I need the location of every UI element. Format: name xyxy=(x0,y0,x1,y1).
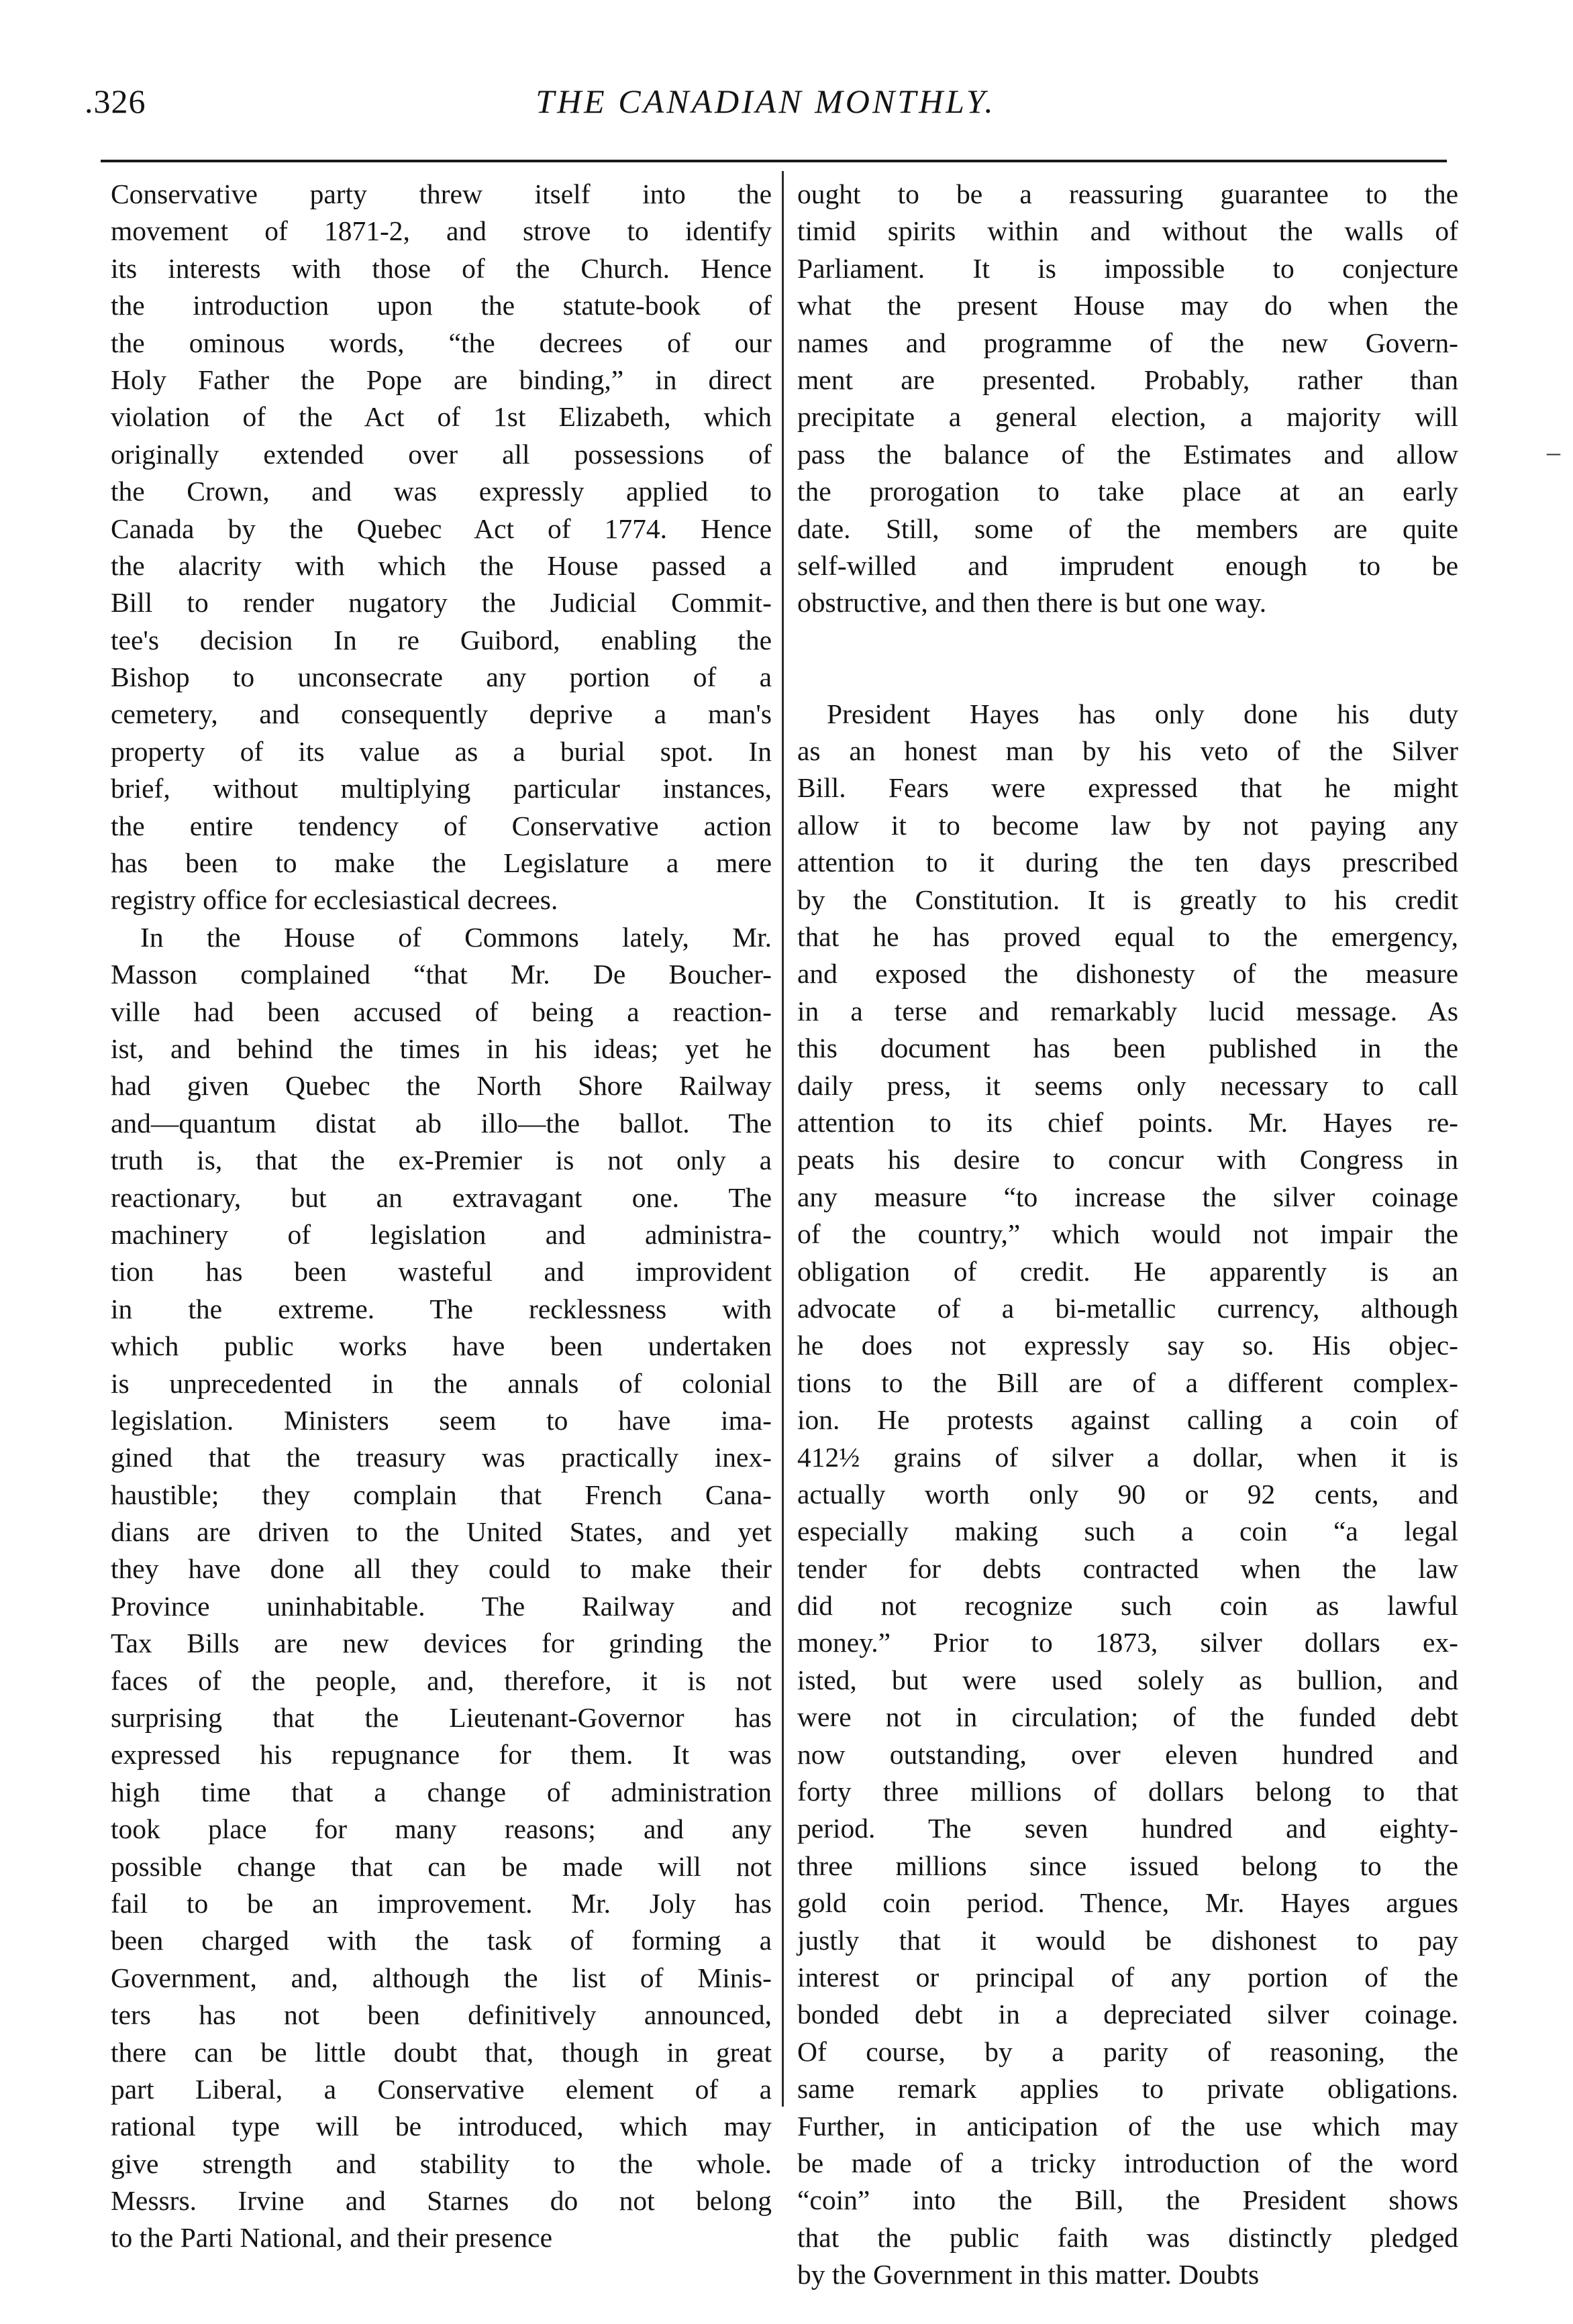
text-line: self-willed and imprudent enough to be xyxy=(797,549,1458,581)
text-line: tions to the Bill are of a different complex- xyxy=(797,1367,1458,1398)
text-line: bonded debt in a depreciated silver coinage. xyxy=(797,1999,1458,2030)
text-line: registry office for ecclesiastical decrees. xyxy=(111,884,558,916)
text-line: attention to it during the ten days prescribed xyxy=(797,847,1458,878)
column-divider xyxy=(782,171,784,2107)
text-line: in the extreme. The recklessness with xyxy=(111,1293,772,1324)
text-line: ment are presented. Probably, rather than xyxy=(797,364,1458,395)
text-line: truth is, that the ex-Premier is not only a xyxy=(111,1145,772,1176)
text-line: Bill. Fears were expressed that he might xyxy=(797,772,1458,804)
text-line: especially making such a coin “a legal xyxy=(797,1516,1458,1547)
text-line: that the public faith was distinctly pledged xyxy=(797,2221,1458,2253)
text-line: pass the balance of the Estimates and allow xyxy=(797,438,1458,470)
text-line: the introduction upon the statute-book of xyxy=(111,290,772,321)
text-line: Bishop to unconsecrate any portion of a xyxy=(111,662,772,693)
text-line: is unprecedented in the annals of colonial xyxy=(111,1367,772,1399)
text-line: tion has been wasteful and improvident xyxy=(111,1256,772,1287)
text-line: dians are driven to the United States, and yet xyxy=(111,1516,772,1548)
text-line: faces of the people, and, therefore, it is not xyxy=(111,1665,772,1696)
text-line: expressed his repugnance for them. It was xyxy=(111,1739,772,1771)
text-line: tee's decision In re Guibord, enabling the xyxy=(111,624,772,655)
text-line: and—quantum distat ab illo—the ballot. The xyxy=(111,1107,772,1139)
header-rule xyxy=(101,160,1447,162)
page-number: .326 xyxy=(85,83,146,120)
text-line: justly that it would be dishonest to pay xyxy=(797,1924,1458,1956)
text-line: Tax Bills are new devices for grinding the xyxy=(111,1628,772,1659)
margin-mark: – xyxy=(1547,437,1560,467)
text-line: he does not expressly say so. His objec- xyxy=(797,1330,1458,1361)
text-line: Government, and, although the list of Minis- xyxy=(111,1962,772,1993)
text-line: fail to be an improvement. Mr. Joly has xyxy=(111,1887,772,1919)
text-line: Province uninhabitable. The Railway and xyxy=(111,1590,772,1622)
text-line: the ominous words, “the decrees of our xyxy=(111,327,772,358)
text-line: obstructive, and then there is but one way. xyxy=(797,587,1267,619)
text-line: attention to its chief points. Mr. Hayes re- xyxy=(797,1106,1458,1138)
text-line: legislation. Ministers seem to have ima- xyxy=(111,1404,772,1436)
text-line: be made of a tricky introduction of the word xyxy=(797,2147,1458,2178)
text-line: haustible; they complain that French Cana- xyxy=(111,1479,772,1510)
text-line: Holy Father the Pope are binding,” in direct xyxy=(111,364,772,395)
text-line: names and programme of the new Govern- xyxy=(797,327,1458,358)
text-line: Conservative party threw itself into the xyxy=(111,178,772,209)
text-line: been charged with the task of forming a xyxy=(111,1925,772,1956)
text-line: reactionary, but an extravagant one. The xyxy=(111,1181,772,1213)
text-line: high time that a change of administration xyxy=(111,1776,772,1807)
text-line: Canada by the Quebec Act of 1774. Hence xyxy=(111,513,772,544)
text-line: “coin” into the Bill, the President shows xyxy=(797,2184,1458,2216)
text-line: same remark applies to private obligations. xyxy=(797,2073,1458,2105)
text-line: ist, and behind the times in his ideas; yet he xyxy=(111,1033,772,1064)
text-line: by the Government in this matter. Doubts xyxy=(797,2259,1260,2290)
text-line: isted, but were used solely as bullion, and xyxy=(797,1664,1458,1695)
text-line: actually worth only 90 or 92 cents, and xyxy=(797,1478,1458,1510)
text-line: there can be little doubt that, though in great xyxy=(111,2036,772,2068)
text-line: obligation of credit. He apparently is an xyxy=(797,1255,1458,1287)
text-line: did not recognize such coin as lawful xyxy=(797,1590,1458,1622)
text-line: took place for many reasons; and any xyxy=(111,1813,772,1845)
text-line: peats his desire to concur with Congress in xyxy=(797,1144,1458,1175)
text-line: Masson complained “that Mr. De Boucher- xyxy=(111,959,772,990)
text-line: ought to be a reassuring guarantee to the xyxy=(797,178,1458,209)
text-line: timid spirits within and without the walls of xyxy=(797,215,1458,247)
text-line: precipitate a general election, a majority will xyxy=(797,401,1458,433)
text-line: its interests with those of the Church. Hence xyxy=(111,252,772,284)
text-line: property of its value as a burial spot. In xyxy=(111,735,772,767)
text-line: surprising that the Lieutenant-Governor has xyxy=(111,1702,772,1734)
text-line: rational type will be introduced, which may xyxy=(111,2111,772,2142)
text-line: of the country,” which would not impair the xyxy=(797,1218,1458,1250)
paragraph-conservative-party xyxy=(111,176,772,919)
text-line: Parliament. It is impossible to conjecture xyxy=(797,252,1458,284)
text-line: ville had been accused of being a reaction- xyxy=(111,996,772,1027)
text-line: interest or principal of any portion of the xyxy=(797,1961,1458,1993)
text-line: gold coin period. Thence, Mr. Hayes argues xyxy=(797,1887,1458,1919)
text-line: and exposed the dishonesty of the measure xyxy=(797,958,1458,990)
left-column xyxy=(111,176,772,2257)
text-line: were not in circulation; of the funded debt xyxy=(797,1701,1458,1733)
text-line: any measure “to increase the silver coinage xyxy=(797,1181,1458,1212)
text-line: advocate of a bi-metallic currency, although xyxy=(797,1292,1458,1324)
text-line: movement of 1871-2, and strove to identify xyxy=(111,215,772,247)
text-line: the prorogation to take place at an early xyxy=(797,476,1458,507)
text-line: money.” Prior to 1873, silver dollars ex- xyxy=(797,1627,1458,1658)
text-line: brief, without multiplying particular instances, xyxy=(111,773,772,804)
text-line: 412½ grains of silver a dollar, when it is xyxy=(797,1441,1458,1473)
text-line: Of course, by a parity of reasoning, the xyxy=(797,2036,1458,2067)
text-line: ters has not been definitively announced, xyxy=(111,1999,772,2031)
text-line: to the Parti National, and their presence xyxy=(111,2222,553,2254)
text-line: possible change that can be made will not xyxy=(111,1850,772,1882)
text-line: which public works have been undertaken xyxy=(111,1330,772,1362)
text-line: the alacrity with which the House passed a xyxy=(111,549,772,581)
text-line: daily press, it seems only necessary to call xyxy=(797,1069,1458,1101)
text-line: has been to make the Legislature a mere xyxy=(111,847,772,879)
text-line: originally extended over all possessions of xyxy=(111,438,772,470)
text-line: they have done all they could to make their xyxy=(111,1553,772,1585)
text-line: part Liberal, a Conservative element of a xyxy=(111,2073,772,2105)
text-line: the Crown, and was expressly applied to xyxy=(111,476,772,507)
text-line: in a terse and remarkably lucid message. As xyxy=(797,995,1458,1026)
paragraph-president-hayes xyxy=(797,696,1458,2294)
text-line: cemetery, and consequently deprive a man's xyxy=(111,698,772,730)
text-line: date. Still, some of the members are quite xyxy=(797,513,1458,544)
text-line: ion. He protests against calling a coin of xyxy=(797,1404,1458,1436)
paragraph-house-of-commons xyxy=(111,919,772,2257)
text-line: gined that the treasury was practically inex- xyxy=(111,1442,772,1473)
text-line: give strength and stability to the whole. xyxy=(111,2148,772,2179)
text-line: machinery of legislation and administra- xyxy=(111,1218,772,1250)
text-line: Further, in anticipation of the use which may xyxy=(797,2110,1458,2142)
text-line: that he has proved equal to the emergency, xyxy=(797,921,1458,953)
text-line: by the Constitution. It is greatly to his credit xyxy=(797,884,1458,915)
text-line: the entire tendency of Conservative action xyxy=(111,810,772,841)
paragraph-gap xyxy=(797,622,1458,696)
text-line: forty three millions of dollars belong to that xyxy=(797,1776,1458,1807)
text-line: Bill to render nugatory the Judicial Commit- xyxy=(111,587,772,619)
text-line: tender for debts contracted when the law xyxy=(797,1552,1458,1584)
text-line: President Hayes has only done his duty xyxy=(827,698,1458,729)
right-column xyxy=(797,176,1458,2293)
running-title: THE CANADIAN MONTHLY. xyxy=(536,83,996,120)
text-line: Messrs. Irvine and Starnes do not belong xyxy=(111,2185,772,2217)
text-line: now outstanding, over eleven hundred and xyxy=(797,1738,1458,1770)
text-line: as an honest man by his veto of the Silver xyxy=(797,735,1458,767)
text-line: violation of the Act of 1st Elizabeth, which xyxy=(111,401,772,433)
text-line: what the present House may do when the xyxy=(797,290,1458,321)
text-line: In the House of Commons lately, Mr. xyxy=(140,921,772,953)
paragraph-reassuring-guarantee xyxy=(797,176,1458,622)
text-line: three millions since issued belong to the xyxy=(797,1850,1458,1881)
text-line: allow it to become law by not paying any xyxy=(797,809,1458,841)
text-line: had given Quebec the North Shore Railway xyxy=(111,1070,772,1102)
text-line: this document has been published in the xyxy=(797,1033,1458,1064)
text-line: period. The seven hundred and eighty- xyxy=(797,1813,1458,1844)
page-header xyxy=(85,75,1447,136)
